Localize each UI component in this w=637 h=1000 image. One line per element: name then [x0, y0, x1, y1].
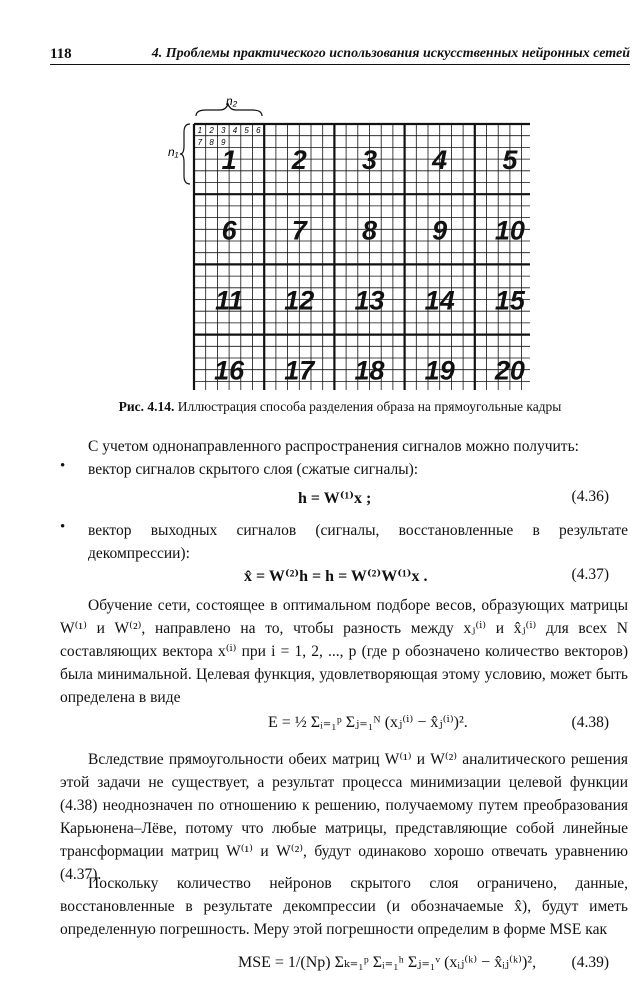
page-header	[50, 44, 630, 66]
figure-frame-grid	[160, 90, 530, 390]
frame-number-16: 16	[214, 355, 245, 386]
frame-number-14: 14	[424, 285, 455, 316]
bullet-1-text: вектор сигналов скрытого слоя (сжатые сигналы):	[88, 461, 419, 478]
equation-number-4-38: (4.38)	[571, 714, 609, 731]
cell-number: 1	[197, 126, 203, 136]
bullet-1-marker: •	[60, 458, 66, 474]
cell-number: 3	[221, 126, 226, 136]
frame-number-11: 11	[215, 285, 244, 316]
equation-4-37: x̂ = W⁽²⁾h = h = W⁽²⁾W⁽¹⁾x .	[244, 568, 428, 585]
n2-brace	[196, 104, 262, 116]
bullet-2-marker: •	[60, 519, 66, 535]
paragraph-training: Обучение сети, состоящее в оптимальном подборе весов, образующих матрицы W⁽¹⁾ и W⁽²⁾, направлено на то, чтобы разность между xⱼ⁽ⁱ⁾ и x̂ⱼ⁽ⁱ⁾ для всех N составляющих вектора x⁽ⁱ⁾ при i = 1, 2, ..., p (где p обозначено количество векторов) была минимальной. Целевая функция, удовлетворяющая этому условию, может быть определена в виде	[60, 597, 628, 706]
cell-number: 8	[209, 137, 214, 147]
bullet-2-text: вектор выходных сигналов (сигналы, восстановленные в результате декомпрессии):	[88, 522, 628, 562]
running-title: 4. Проблемы практического использования искусственных нейронных сетей	[151, 46, 630, 61]
cell-number: 2	[209, 126, 214, 136]
caption-text: Иллюстрация способа разделения образа на прямоугольные кадры	[177, 399, 562, 414]
frame-number-10: 10	[494, 215, 525, 246]
frame-number-7: 7	[291, 215, 307, 246]
cell-number: 7	[197, 137, 203, 147]
equation-4-38: E = ½ Σᵢ₌₁ᵖ Σⱼ₌₁ᴺ (xⱼ⁽ⁱ⁾ − x̂ⱼ⁽ⁱ⁾)².	[268, 714, 468, 731]
frame-number-3: 3	[361, 145, 378, 176]
frame-number-19: 19	[424, 355, 455, 386]
frame-number-12: 12	[284, 285, 315, 316]
caption-label: Рис. 4.14.	[118, 399, 175, 414]
cell-number: 5	[244, 126, 249, 136]
label-n1: n₁	[168, 145, 179, 159]
frame-number-20: 20	[494, 355, 525, 386]
frame-number-1: 1	[221, 145, 237, 176]
intro-paragraph: С учетом однонаправленного распространения сигналов можно получить:	[88, 438, 579, 455]
equation-number-4-36: (4.36)	[571, 488, 609, 505]
frame-number-8: 8	[361, 215, 378, 246]
frame-number-6: 6	[221, 215, 237, 246]
frame-grid-svg	[160, 90, 530, 390]
frame-number-5: 5	[502, 145, 518, 176]
cell-number: 6	[256, 126, 261, 136]
frame-number-4: 4	[432, 145, 448, 176]
frame-number-9: 9	[432, 215, 448, 246]
equation-number-4-37: (4.37)	[571, 566, 609, 583]
n1-brace	[180, 124, 190, 184]
frame-number-18: 18	[354, 355, 385, 386]
frame-number-2: 2	[291, 145, 307, 176]
figure-caption	[60, 399, 620, 415]
label-n2: n₂	[226, 94, 238, 108]
cell-number: 9	[221, 137, 226, 147]
equation-4-36: h = W⁽¹⁾x ;	[298, 490, 372, 507]
page-number: 118	[50, 46, 72, 62]
frame-number-17: 17	[284, 355, 315, 386]
cell-number: 4	[232, 126, 238, 136]
equation-4-39: MSE = 1/(Np) Σₖ₌₁ᵖ Σᵢ₌₁ʰ Σⱼ₌₁ᵛ (xᵢⱼ⁽ᵏ⁾ − x̂ᵢⱼ⁽ᵏ⁾)²,	[238, 954, 537, 971]
header-rule	[50, 64, 630, 65]
paragraph-rectangularity: Вследствие прямоугольности обеих матриц W⁽¹⁾ и W⁽²⁾ аналитического решения этой задачи не существует, а результат процесса минимизации целевой функции (4.38) неоднозначен по отношению к решению, получаемому путем преобразования Карьюнена–Лёве, потому что любые матрицы, представляющие собой линейные трансформации матриц W⁽¹⁾ и W⁽²⁾, будут одинаково хорошо отвечать уравнению (4.37).	[60, 751, 628, 883]
frame-number-15: 15	[494, 285, 525, 316]
frame-number-13: 13	[354, 285, 385, 316]
paragraph-mse: Поскольку количество нейронов скрытого слоя ограничено, данные, восстановленные в результате декомпрессии (и обозначаемые x̂), будут иметь определенную погрешность. Меру этой погрешности определим в форме MSE как	[60, 875, 628, 938]
equation-number-4-39: (4.39)	[571, 954, 609, 971]
